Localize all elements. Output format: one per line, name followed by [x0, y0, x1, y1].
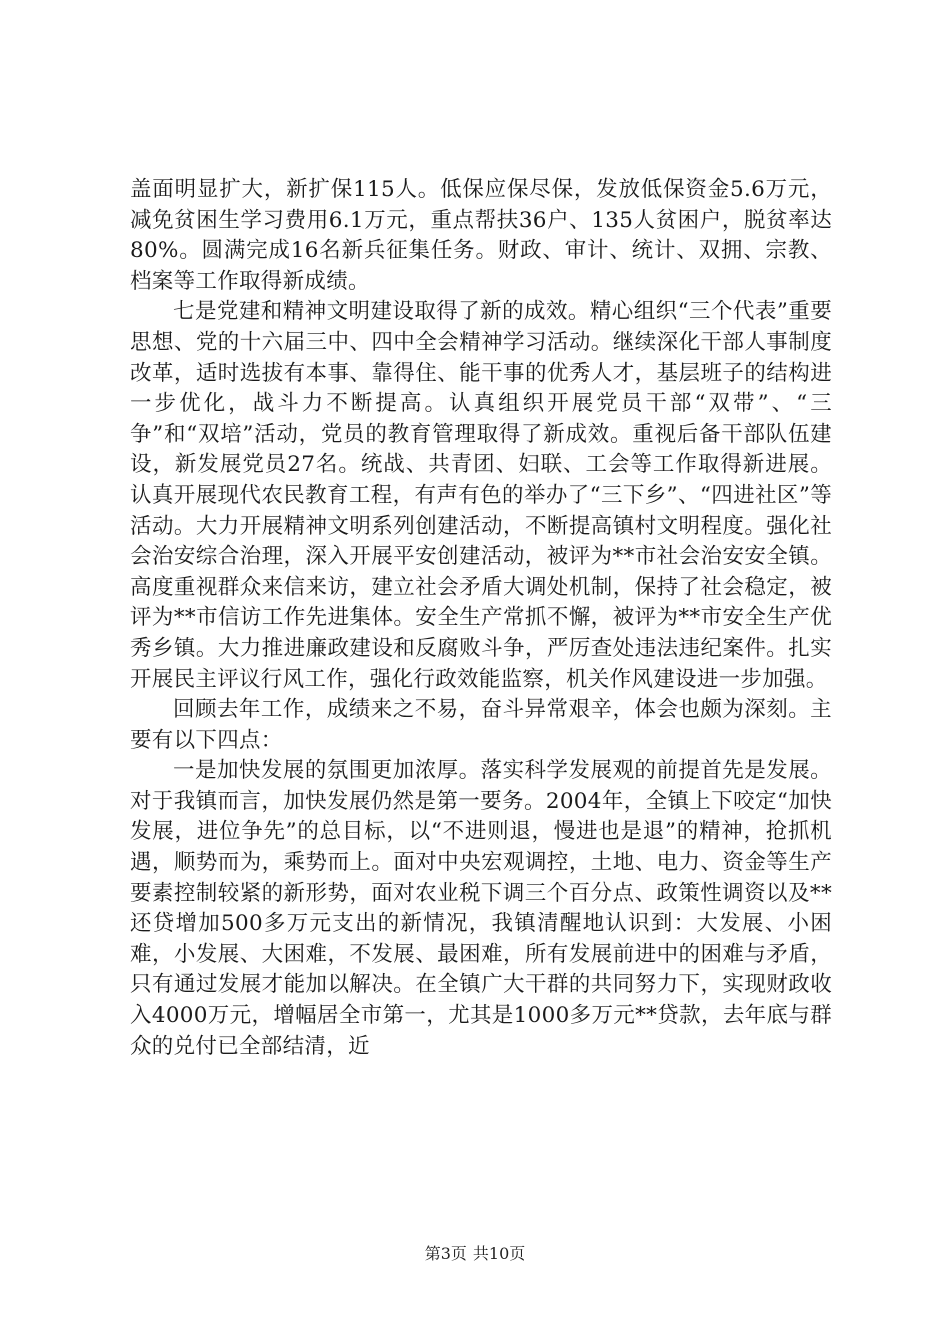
paragraph-party-building: 七是党建和精神文明建设取得了新的成效。精心组织“三个代表”重要思想、党的十六届三中、四中全会精神学习活动。继续深化干部人事制度改革，适时选拔有本事、靠得住、能干事的优秀人才，基层班子的结构进一步优化，战斗力不断提高。认真组织开展党员干部“双带”、“三争”和“双培”活动，党员的教育管理取得了新成效。重视后备干部队伍建设，新发展党员27名。统战、共青团、妇联、工会等工作取得新进展。认真开展现代农民教育工程，有声有色的举办了“三下乡”、“四进社区”等活动。大力开展精神文明系列创建活动，不断提高镇村文明程度。强化社会治安综合治理，深入开展平安创建活动，被评为**市社会治安安全镇。高度重视群众来信来访，建立社会矛盾大调处机制，保持了社会稳定，被评为**市信访工作先进集体。安全生产常抓不懈，被评为**市安全生产优秀乡镇。大力推进廉政建设和反腐败斗争，严厉查处违法违纪案件。扎实开展民主评议行风工作，强化行政效能监察，机关作风建设进一步加强。	[130, 299, 832, 692]
page-total: 共10页	[472, 1244, 526, 1263]
paragraph-review: 回顾去年工作，成绩来之不易，奋斗异常艰辛，体会也颇为深刻。主要有以下四点：	[130, 697, 832, 753]
paragraph-development: 一是加快发展的氛围更加浓厚。落实科学发展观的前提首先是发展。对于我镇而言，加快发展仍然是第一要务。2004年，全镇上下咬定“加快发展，进位争先”的总目标，以“不进则退，慢进也是退”的精神，抢抓机遇，顺势而为，乘势而上。面对中央宏观调控，土地、电力、资金等生产要素控制较紧的新形势，面对农业税下调三个百分点、政策性调资以及**还贷增加500多万元支出的新情况，我镇清醒地认识到：大发展、小困难，小发展、大困难，不发展、最困难，所有发展前进中的困难与矛盾，只有通过发展才能加以解决。在全镇广大干群的共同努力下，实现财政收入4000万元，增幅居全市第一，尤其是1000多万元**贷款，去年底与群众的兑付已全部结清，近	[130, 758, 832, 1059]
page-footer	[0, 1244, 950, 1264]
paragraph-continuation: 盖面明显扩大，新扩保115人。低保应保尽保，发放低保资金5.6万元，减免贫困生学习费用6.1万元，重点帮扶36户、135人贫困户，脱贫率达80%。圆满完成16名新兵征集任务。财政、审计、统计、双拥、宗教、档案等工作取得新成绩。	[130, 177, 832, 294]
document-body	[130, 175, 832, 1062]
page-number: 第3页	[424, 1244, 467, 1263]
